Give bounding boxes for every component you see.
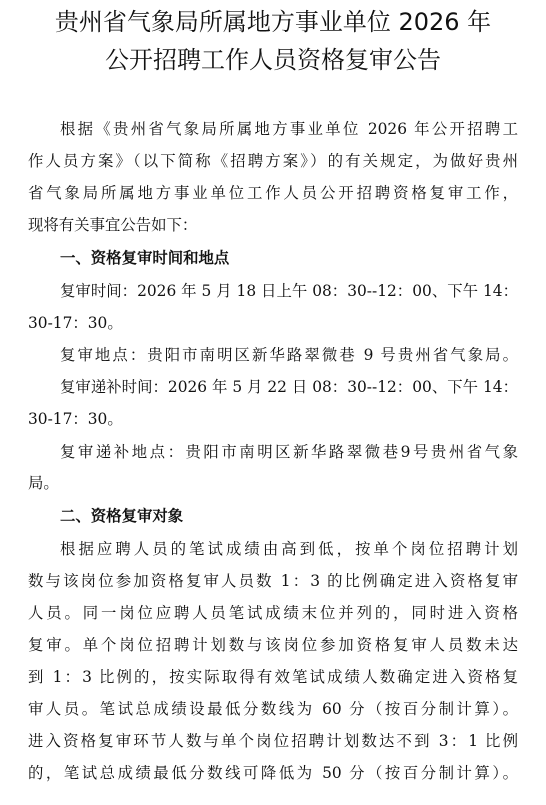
section-heading-1: 一、资格复审时间和地点: [60, 249, 230, 267]
eligibility-paragraph-line: 复审。单个岗位招聘计划数与该岗位参加资格复审人员数未达: [28, 636, 518, 654]
eligibility-paragraph-line: 进入资格复审环节人数与单个岗位招聘计划数达不到 3：1 比例: [28, 732, 518, 750]
eligibility-paragraph-line: 到 1：3 比例的，按实际取得有效笔试成绩人数确定进入资格复: [28, 668, 518, 686]
section-heading-2: 二、资格复审对象: [60, 507, 184, 525]
eligibility-paragraph-line: 人员。同一岗位应聘人员笔试成绩末位并列的，同时进入资格: [28, 604, 518, 622]
eligibility-paragraph-line: 根据应聘人员的笔试成绩由高到低，按单个岗位招聘计划: [60, 540, 518, 558]
review-time-line: 复审时间：2026 年 5 月 18 日上午 08：30--12：00、下午 14：: [60, 282, 518, 300]
eligibility-paragraph-line: 数与该岗位参加资格复审人员数 1：3 的比例确定进入资格复审: [28, 572, 518, 590]
review-place-line: 复审地点：贵阳市南明区新华路翠微巷 9 号贵州省气象局。: [60, 346, 518, 364]
intro-paragraph-line: 省气象局所属地方事业单位工作人员公开招聘资格复审工作，: [28, 184, 518, 202]
eligibility-paragraph-line: 审人员。笔试总成绩设最低分数线为 60 分（按百分制计算）。: [28, 700, 518, 718]
eligibility-paragraph-line: 的，笔试总成绩最低分数线可降低为 50 分（按百分制计算）。: [28, 764, 518, 782]
intro-paragraph-line: 作人员方案》（以下简称《招聘方案》）的有关规定，为做好贵州: [28, 152, 518, 170]
supplement-time-line: 30-17：30。: [28, 410, 123, 428]
intro-paragraph-line: 根据《贵州省气象局所属地方事业单位 2026 年公开招聘工: [60, 120, 518, 138]
supplement-place-line: 复审递补地点：贵阳市南明区新华路翠微巷9号贵州省气象: [60, 443, 518, 461]
supplement-place-line: 局。: [28, 474, 59, 492]
document-title-line-1: 贵州省气象局所属地方事业单位 2026 年: [54, 8, 492, 36]
intro-paragraph-line: 现将有关事宜公告如下：: [28, 216, 198, 234]
document-title-line-2: 公开招聘工作人员资格复审公告: [105, 46, 441, 74]
supplement-time-line: 复审递补时间：2026 年 5 月 22 日 08：30--12：00、下午 14：: [60, 378, 518, 396]
review-time-line: 30-17：30。: [28, 314, 123, 332]
